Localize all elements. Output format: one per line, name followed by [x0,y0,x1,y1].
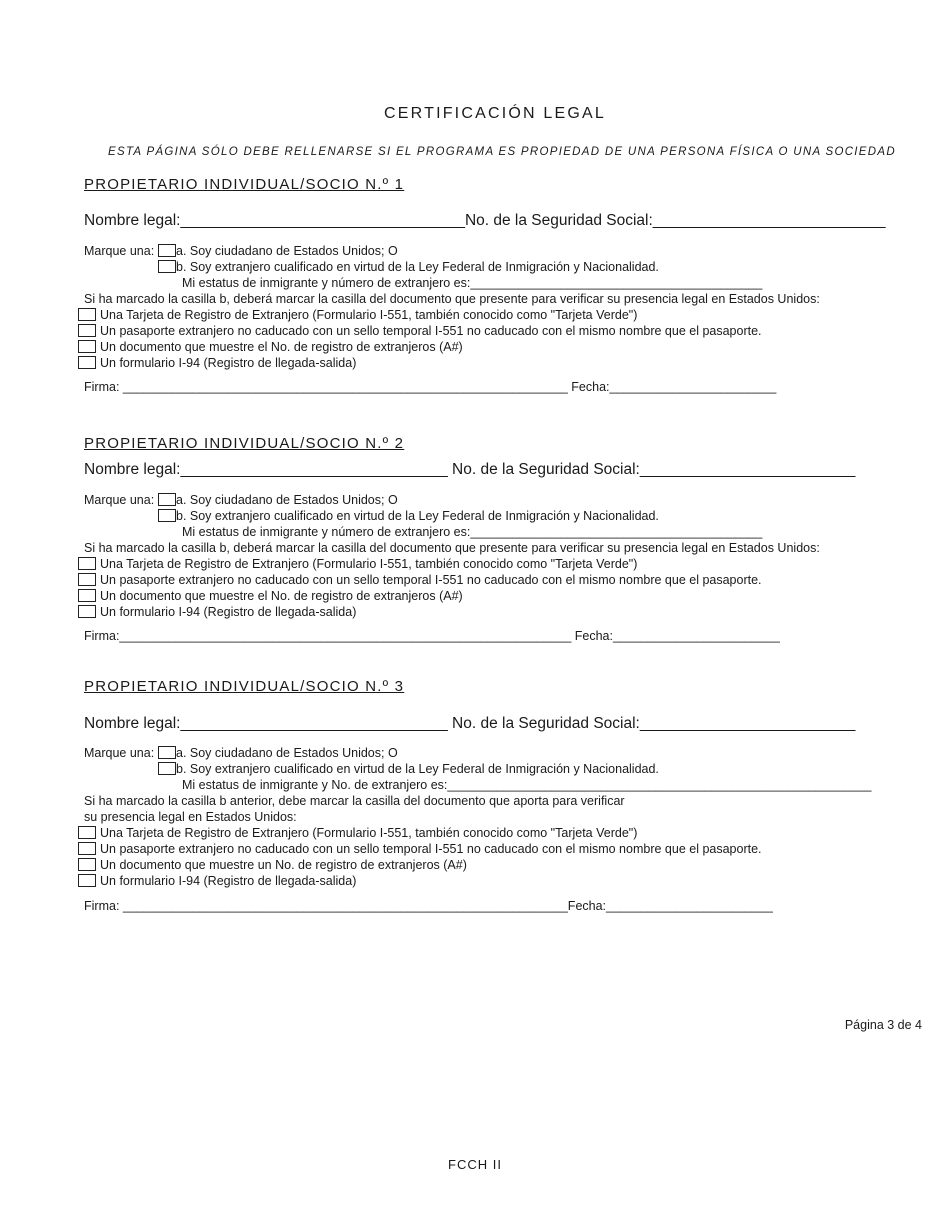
document-option-label: Un formulario I-94 (Registro de llegada-salida) [100,605,357,619]
owner-heading: PROPIETARIO INDIVIDUAL/SOCIO N.º 1 [84,176,405,193]
option-b-label: b. Soy extranjero cualificado en virtud de la Ley Federal de Inmigración y Nacionalidad. [176,762,659,776]
page-number: Página 3 de 4 [844,1018,922,1032]
document-option-label: Un documento que muestre un No. de registro de extranjeros (A#) [100,858,467,872]
document-checkbox[interactable] [78,340,96,353]
document-option-label: Una Tarjeta de Registro de Extranjero (Formulario I-551, también conocido como "Tarjeta Verde") [100,557,638,571]
option-b-row [158,508,659,524]
document-instruction: Si ha marcado la casilla b, deberá marcar la casilla del documento que presente para verificar su presencia legal en Estados Unidos: [84,541,820,555]
document-option-label: Un pasaporte extranjero no caducado con un sello temporal I-551 no caducado con el mismo nombre que el pasaporte. [100,324,762,338]
option-a-row [158,243,398,259]
option-b-row [158,761,659,777]
mark-one-label: Marque una: [84,244,155,258]
immigrant-status-field[interactable]: Mi estatus de inmigrante y número de extranjero es:__________________________________________ [182,525,763,539]
document-option-label: Un documento que muestre el No. de registro de extranjeros (A#) [100,589,463,603]
form-code: FCCH II [448,1157,502,1172]
mark-one-label: Marque una: [84,746,155,760]
document-option-row [78,339,463,355]
document-checkbox[interactable] [78,826,96,839]
document-option-row [78,572,762,588]
signature-date-field[interactable]: Firma: ________________________________________________________________Fecha:________________________ [84,899,773,913]
document-checkbox[interactable] [78,858,96,871]
document-option-label: Un documento que muestre el No. de registro de extranjeros (A#) [100,340,463,354]
document-option-row [78,873,356,889]
document-option-row [78,355,356,371]
immigrant-status-field[interactable]: Mi estatus de inmigrante y No. de extranjero es:_____________________________________________________________ [182,778,872,792]
page-subtitle: ESTA PÁGINA SÓLO DEBE RELLENARSE SI EL PROGRAMA ES PROPIEDAD DE UNA PERSONA FÍSICA O UNA SOCIEDAD [108,146,896,158]
document-checkbox[interactable] [78,874,96,887]
option-b-label: b. Soy extranjero cualificado en virtud de la Ley Federal de Inmigración y Nacionalidad. [176,509,659,523]
document-option-row [78,825,637,841]
document-checkbox[interactable] [78,589,96,602]
qualified-alien-checkbox[interactable] [158,762,176,775]
option-a-row [158,745,398,761]
document-option-row [78,841,762,857]
owner-section-1 [84,175,944,394]
owner-heading: PROPIETARIO INDIVIDUAL/SOCIO N.º 3 [84,678,405,695]
citizen-checkbox[interactable] [158,244,176,257]
option-b-label: b. Soy extranjero cualificado en virtud de la Ley Federal de Inmigración y Nacionalidad. [176,260,659,274]
document-option-row [78,307,637,323]
document-option-row [78,323,762,339]
option-b-row [158,259,659,275]
qualified-alien-checkbox[interactable] [158,509,176,522]
citizen-checkbox[interactable] [158,493,176,506]
option-a-row [158,492,398,508]
document-checkbox[interactable] [78,308,96,321]
option-a-label: a. Soy ciudadano de Estados Unidos; O [176,244,398,258]
document-checkbox[interactable] [78,842,96,855]
document-checkbox[interactable] [78,356,96,369]
document-option-label: Un formulario I-94 (Registro de llegada-salida) [100,356,357,370]
legal-name-ssn-field[interactable]: Nombre legal:_______________________________ No. de la Seguridad Social:_________________________ [84,461,856,478]
owner-heading: PROPIETARIO INDIVIDUAL/SOCIO N.º 2 [84,435,405,452]
document-instruction: Si ha marcado la casilla b anterior, debe marcar la casilla del documento que aporta para verificar [84,794,625,808]
document-option-label: Un pasaporte extranjero no caducado con un sello temporal I-551 no caducado con el mismo nombre que el pasaporte. [100,842,762,856]
document-option-label: Un pasaporte extranjero no caducado con un sello temporal I-551 no caducado con el mismo nombre que el pasaporte. [100,573,762,587]
option-a-label: a. Soy ciudadano de Estados Unidos; O [176,493,398,507]
document-checkbox[interactable] [78,573,96,586]
owner-section-3 [84,677,944,913]
immigrant-status-field[interactable]: Mi estatus de inmigrante y número de extranjero es:__________________________________________ [182,276,763,290]
option-a-label: a. Soy ciudadano de Estados Unidos; O [176,746,398,760]
signature-date-field[interactable]: Firma: ________________________________________________________________ Fecha:________________________ [84,380,777,394]
document-option-row [78,588,463,604]
document-instruction: Si ha marcado la casilla b, deberá marcar la casilla del documento que presente para verificar su presencia legal en Estados Unidos: [84,292,820,306]
document-checkbox[interactable] [78,557,96,570]
document-option-row [78,604,356,620]
legal-name-ssn-field[interactable]: Nombre legal:_________________________________No. de la Seguridad Social:___________________________ [84,212,886,229]
citizen-checkbox[interactable] [158,746,176,759]
document-option-row [78,857,467,873]
document-option-label: Una Tarjeta de Registro de Extranjero (Formulario I-551, también conocido como "Tarjeta Verde") [100,308,638,322]
page-title: CERTIFICACIÓN LEGAL [384,105,606,122]
document-option-label: Un formulario I-94 (Registro de llegada-salida) [100,874,357,888]
signature-date-field[interactable]: Firma:_________________________________________________________________ Fecha:________________________ [84,629,780,643]
qualified-alien-checkbox[interactable] [158,260,176,273]
document-instruction-continued: su presencia legal en Estados Unidos: [84,810,297,824]
document-checkbox[interactable] [78,605,96,618]
legal-name-ssn-field[interactable]: Nombre legal:_______________________________ No. de la Seguridad Social:_________________________ [84,715,856,732]
owner-section-2 [84,434,944,643]
document-checkbox[interactable] [78,324,96,337]
document-option-row [78,556,637,572]
mark-one-label: Marque una: [84,493,155,507]
document-option-label: Una Tarjeta de Registro de Extranjero (Formulario I-551, también conocido como "Tarjeta Verde") [100,826,638,840]
